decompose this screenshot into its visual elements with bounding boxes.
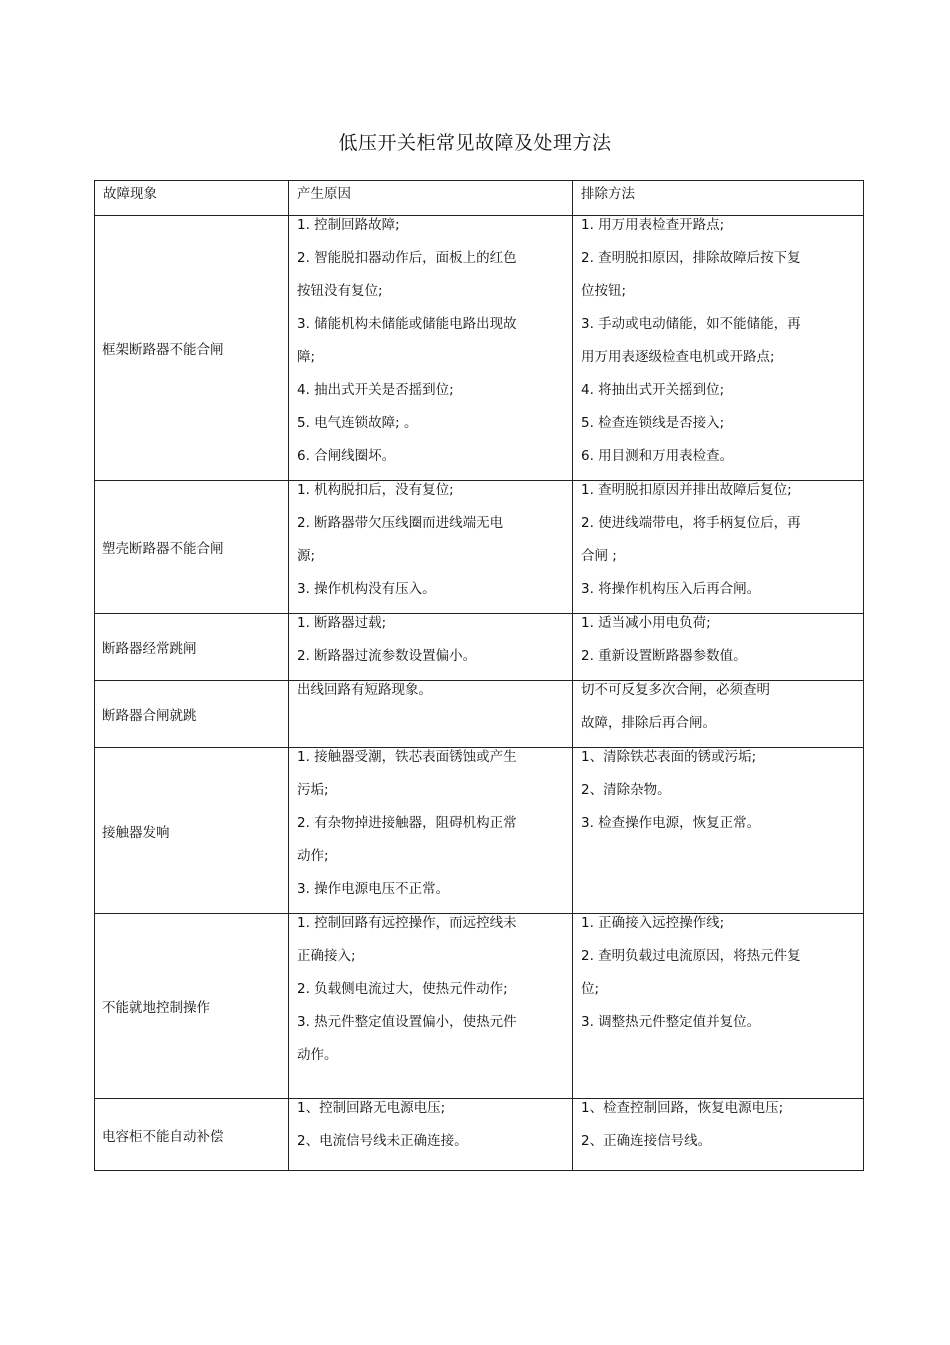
cause-line: 障; [297, 349, 316, 365]
fault-phenomenon-cell: 框架断路器不能合闸 [95, 216, 289, 481]
solution-line: 2. 重新设置断路器参数值。 [581, 648, 747, 664]
cause-cell [289, 681, 573, 748]
cause-line: 2. 断路器过流参数设置偏小。 [297, 648, 477, 664]
fault-table [94, 180, 864, 1171]
header-cause: 产生原因 [289, 181, 573, 216]
cause-line: 动作; [297, 848, 329, 864]
cause-cell [289, 481, 573, 614]
solution-line: 3. 将操作机构压入后再合闸。 [581, 581, 761, 597]
fault-phenomenon-cell: 塑壳断路器不能合闸 [95, 481, 289, 614]
cause-line: 动作。 [297, 1047, 338, 1063]
cause-line: 出线回路有短路现象。 [297, 682, 432, 698]
cause-line: 1. 控制回路故障; [297, 217, 400, 233]
header-solution: 排除方法 [573, 181, 864, 216]
cause-line: 2. 有杂物掉进接触器，阻碍机构正常 [297, 815, 517, 831]
cause-line: 1. 断路器过载; [297, 615, 387, 631]
solution-cell [573, 914, 864, 1099]
table-row [95, 216, 864, 481]
solution-line: 位; [581, 981, 600, 997]
cause-line: 3. 操作电源电压不正常。 [297, 881, 450, 897]
solution-line: 2. 使进线端带电，将手柄复位后，再 [581, 515, 801, 531]
solution-line: 合闸 ; [581, 548, 617, 564]
table-row [95, 681, 864, 748]
solution-cell [573, 216, 864, 481]
cause-line: 1、控制回路无电源电压; [297, 1100, 446, 1116]
solution-line: 故障，排除后再合闸。 [581, 715, 716, 731]
solution-line: 切不可反复多次合闸，必须查明 [581, 682, 770, 698]
table-row [95, 1099, 864, 1171]
solution-line: 2、清除杂物。 [581, 782, 671, 798]
fault-phenomenon-cell: 电容柜不能自动补偿 [95, 1099, 289, 1171]
cause-line: 2. 负载侧电流过大，使热元件动作; [297, 981, 508, 997]
cause-line: 源; [297, 548, 316, 564]
cause-line: 6. 合闸线圈坏。 [297, 448, 396, 464]
cause-line: 3. 储能机构未储能或储能电路出现故 [297, 316, 517, 332]
cause-line: 1. 控制回路有远控操作，而远控线未 [297, 915, 517, 931]
solution-line: 用万用表逐级检查电机或开路点; [581, 349, 775, 365]
table-row [95, 914, 864, 1099]
fault-phenomenon-cell: 不能就地控制操作 [95, 914, 289, 1099]
solution-line: 1、检查控制回路，恢复电源电压; [581, 1100, 784, 1116]
solution-line: 6. 用目测和万用表检查。 [581, 448, 734, 464]
cause-line: 2、电流信号线未正确连接。 [297, 1133, 468, 1149]
table-row [95, 481, 864, 614]
cause-line: 4. 抽出式开关是否摇到位; [297, 382, 454, 398]
cause-line: 按钮没有复位; [297, 283, 383, 299]
cause-line: 1. 机构脱扣后，没有复位; [297, 482, 454, 498]
solution-line: 1. 适当减小用电负荷; [581, 615, 711, 631]
solution-line: 1. 用万用表检查开路点; [581, 217, 725, 233]
solution-line: 1. 查明脱扣原因并排出故障后复位; [581, 482, 792, 498]
cause-cell [289, 748, 573, 914]
cause-cell [289, 614, 573, 681]
table-header-row [95, 181, 864, 216]
cause-cell [289, 914, 573, 1099]
page-title: 低压开关柜常见故障及处理方法 [338, 132, 612, 154]
solution-line: 4. 将抽出式开关摇到位; [581, 382, 725, 398]
fault-phenomenon-cell: 断路器经常跳闸 [95, 614, 289, 681]
solution-line: 1、清除铁芯表面的锈或污垢; [581, 749, 757, 765]
cause-cell [289, 1099, 573, 1171]
cause-cell [289, 216, 573, 481]
solution-line: 2、正确连接信号线。 [581, 1133, 712, 1149]
solution-cell [573, 481, 864, 614]
cause-line: 3. 热元件整定值设置偏小，使热元件 [297, 1014, 517, 1030]
solution-line: 5. 检查连锁线是否接入; [581, 415, 725, 431]
solution-line: 位按钮; [581, 283, 627, 299]
solution-cell [573, 681, 864, 748]
solution-line: 3. 调整热元件整定值并复位。 [581, 1014, 761, 1030]
cause-line: 2. 断路器带欠压线圈而进线端无电 [297, 515, 504, 531]
solution-line: 3. 手动或电动储能，如不能储能，再 [581, 316, 801, 332]
cause-line: 3. 操作机构没有压入。 [297, 581, 436, 597]
solution-cell [573, 748, 864, 914]
cause-line: 2. 智能脱扣器动作后，面板上的红色 [297, 250, 517, 266]
solution-cell [573, 1099, 864, 1171]
solution-line: 2. 查明负载过电流原因，将热元件复 [581, 948, 801, 964]
fault-phenomenon-cell: 接触器发响 [95, 748, 289, 914]
table-row [95, 748, 864, 914]
fault-phenomenon-cell: 断路器合闸就跳 [95, 681, 289, 748]
solution-line: 2. 查明脱扣原因，排除故障后按下复 [581, 250, 801, 266]
cause-line: 5. 电气连锁故障; 。 [297, 415, 418, 431]
cause-line: 正确接入; [297, 948, 356, 964]
solution-line: 3. 检查操作电源，恢复正常。 [581, 815, 761, 831]
solution-cell [573, 614, 864, 681]
cause-line: 1. 接触器受潮，铁芯表面锈蚀或产生 [297, 749, 517, 765]
header-phenomenon: 故障现象 [95, 181, 289, 216]
table-row [95, 614, 864, 681]
cause-line: 污垢; [297, 782, 329, 798]
solution-line: 1. 正确接入远控操作线; [581, 915, 725, 931]
